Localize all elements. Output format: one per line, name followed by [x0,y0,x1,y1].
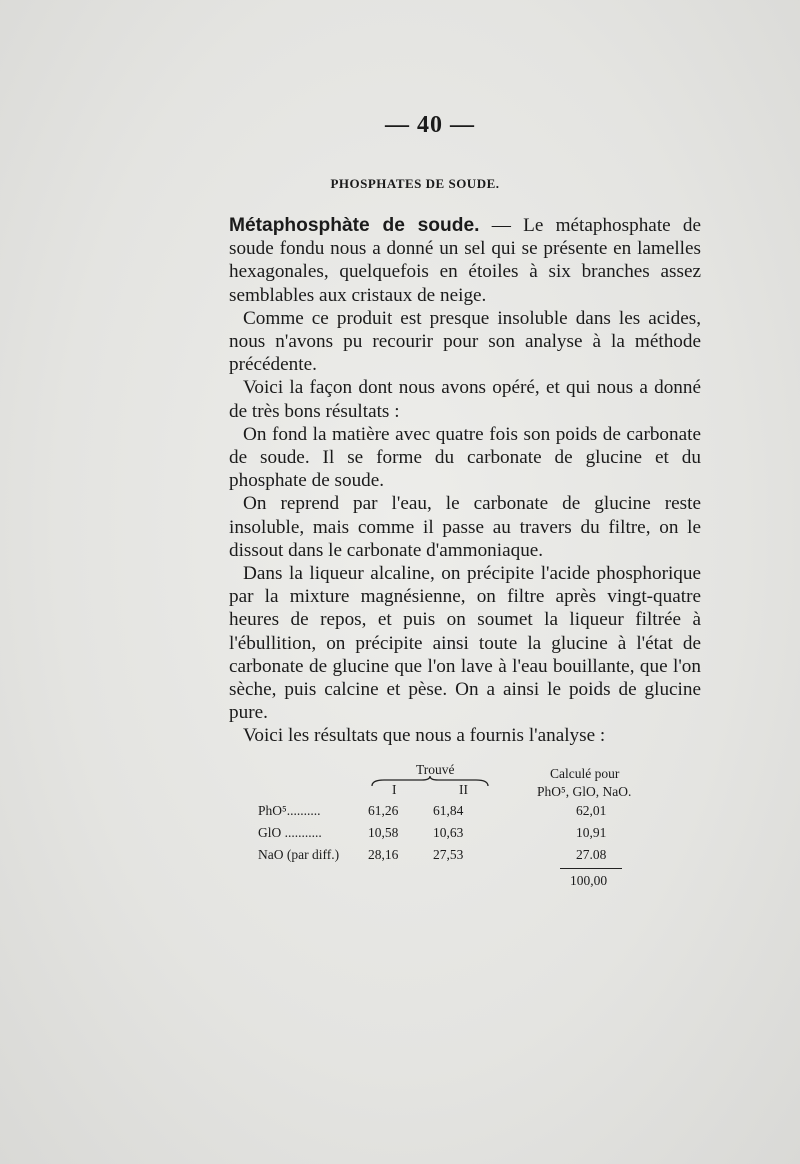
section-lead: Métaphosphàte de soude. [229,215,480,236]
paragraph: Dans la liqueur alcaline, on précipite l'acide phosphorique par la mixture magnésienne, on filtre après vingt-quatre heures de repos, et puis on soumet la liqueur filtrée à l'ébullition, on précipite ainsi toute la glucine à l'état de carbonate de glucine que l'on lave à l'eau bouillante, que l'on sèche, puis calcine et pèse. On a ainsi le poids de glucine pure. [229,563,701,724]
row-label: NaO (par diff.) [258,847,340,862]
cell-I: 61,26 [368,803,399,818]
paragraph-text: — Le métaphosphate de soude fondu nous a donné un sel qui se présente en lamelles hexagonales, quelquefois en étoiles à six branches assez semblables aux cristaux de neige. [229,215,701,306]
sum-rule [560,868,622,869]
paragraph: On fond la matière avec quatre fois son poids de carbonate de soude. Il se forme du carbonate de glucine et du phosphate de soude. [229,423,701,492]
body-text [229,214,701,748]
paragraph: Comme ce produit est presque insoluble dans les acides, nous n'avons pu recourir pour son analyse à la méthode précédente. [229,307,701,376]
cell-calc: 27.08 [576,847,607,862]
row-label: PhO⁵.......... [258,803,321,818]
cell-I: 28,16 [368,847,399,862]
total-value: 100,00 [570,873,608,888]
paragraph: Voici les résultats que nous a fournis l'analyse : [243,725,606,747]
paragraph: On reprend par l'eau, le carbonate de glucine reste insoluble, mais comme il passe au travers du filtre, on le dissout dans le carbonate d'ammoniaque. [229,493,701,561]
calc-formula: PhO⁵, GlO, NaO. [537,784,632,799]
cell-II: 61,84 [433,803,464,818]
cell-II: 27,53 [433,847,464,862]
calc-header: Calculé pour [550,766,620,781]
paragraph: Voici la façon dont nous avons opéré, et qui nous a donné de très bons résultats : [229,377,701,422]
col-header-I: I [392,782,397,797]
results-table [230,762,700,902]
row-label: GlO ........... [258,825,322,840]
page-number: — 40 — [385,112,475,138]
cell-II: 10,63 [433,825,464,840]
cell-calc: 62,01 [576,803,607,818]
running-head: PHOSPHATES DE SOUDE. [330,176,500,191]
brace [370,776,490,788]
col-header-II: II [459,782,468,797]
paragraph-metaphosphate [229,214,701,307]
cell-I: 10,58 [368,825,399,840]
found-header: Trouvé [416,762,455,777]
cell-calc: 10,91 [576,825,607,840]
